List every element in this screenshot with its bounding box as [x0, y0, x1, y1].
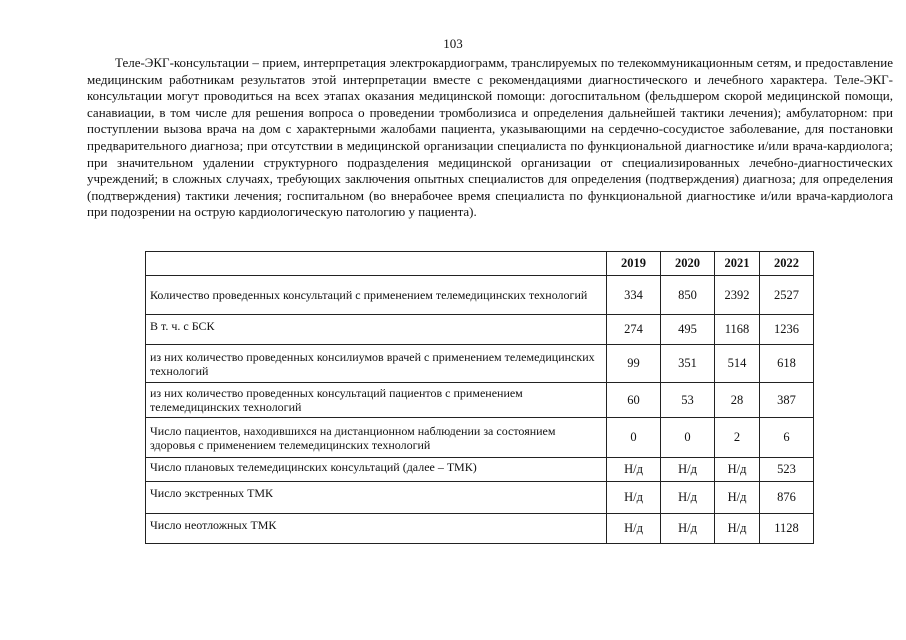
cell-value: Н/д [715, 482, 760, 514]
cell-value: 1236 [760, 315, 814, 345]
cell-value: 1168 [715, 315, 760, 345]
telemedicine-stats-table [145, 251, 814, 544]
row-label: Число неотложных ТМК [146, 514, 607, 544]
cell-value: 0 [607, 418, 661, 458]
cell-value: 495 [661, 315, 715, 345]
row-label: Число экстренных ТМК [146, 482, 607, 514]
header-year-2021: 2021 [715, 252, 760, 276]
cell-value: 334 [607, 276, 661, 315]
header-year-2022: 2022 [760, 252, 814, 276]
cell-value: Н/д [715, 458, 760, 482]
cell-value: 28 [715, 383, 760, 418]
table-row [146, 514, 814, 544]
cell-value: 2392 [715, 276, 760, 315]
cell-value: 618 [760, 345, 814, 383]
cell-value: 60 [607, 383, 661, 418]
cell-value: Н/д [607, 514, 661, 544]
table-header-row [146, 252, 814, 276]
row-label: из них количество проведенных консилиумов врачей с применением телемедицинских технологий [146, 345, 607, 383]
table-row [146, 345, 814, 383]
table-row [146, 383, 814, 418]
row-label: Количество проведенных консультаций с применением телемедицинских технологий [146, 276, 607, 315]
cell-value: Н/д [661, 514, 715, 544]
cell-value: 351 [661, 345, 715, 383]
cell-value: 1128 [760, 514, 814, 544]
body-paragraph: Теле-ЭКГ-консультации – прием, интерпретация электрокардиограмм, транслируемых по телекоммуникационным сетям, и предоставление медицинским работникам результатов этой интерпретации вместе с рекомендациями диагностического и лечебного характера. Теле-ЭКГ-консультации могут проводиться на всех этапах оказания медицинской помощи: догоспитальном (фельдшером скорой медицинской помощи, санавиации, в том числе для решения вопроса о проведении тромболизиса и определения дальнейшей тактики лечения); амбулаторном: при поступлении вызова врача на дом с характерными жалобами пациента, указывающими на сердечно-сосудистое заболевание, для постановки предварительного диагноза; при отсутствии в медицинской организации специалиста по функциональной диагностике и/или врача-кардиолога; при значительном удалении структурного подразделения медицинской организации от специализированных лечебно-диагностических учреждений; в сложных случаях, требующих заключения опытных специалистов для определения (подтверждения) диагноза; для определения (подтверждения) тактики лечения; госпитальном (во внерабочее время специалиста по функциональной диагностике и/или врача-кардиолога при подозрении на острую кардиологическую патологию у пациента). [87, 55, 893, 220]
row-label: Число пациентов, находившихся на дистанционном наблюдении за состоянием здоровья с применением телемедицинских технологий [146, 418, 607, 458]
row-label: из них количество проведенных консультаций пациентов с применением телемедицинских технологий [146, 383, 607, 418]
cell-value: 274 [607, 315, 661, 345]
table-row [146, 458, 814, 482]
cell-value: 876 [760, 482, 814, 514]
table-row [146, 276, 814, 315]
cell-value: 514 [715, 345, 760, 383]
cell-value: Н/д [715, 514, 760, 544]
cell-value: Н/д [607, 482, 661, 514]
cell-value: 523 [760, 458, 814, 482]
cell-value: 6 [760, 418, 814, 458]
cell-value: 850 [661, 276, 715, 315]
cell-value: Н/д [661, 482, 715, 514]
cell-value: 2 [715, 418, 760, 458]
page-number: 103 [443, 36, 463, 51]
cell-value: 0 [661, 418, 715, 458]
table-row [146, 482, 814, 514]
cell-value: 53 [661, 383, 715, 418]
cell-value: 99 [607, 345, 661, 383]
row-label: В т. ч. с БСК [146, 315, 607, 345]
table-row [146, 418, 814, 458]
header-year-2019: 2019 [607, 252, 661, 276]
cell-value: 2527 [760, 276, 814, 315]
header-corner-cell [146, 252, 607, 276]
cell-value: 387 [760, 383, 814, 418]
cell-value: Н/д [661, 458, 715, 482]
row-label: Число плановых телемедицинских консультаций (далее – ТМК) [146, 458, 607, 482]
cell-value: Н/д [607, 458, 661, 482]
header-year-2020: 2020 [661, 252, 715, 276]
table-row [146, 315, 814, 345]
